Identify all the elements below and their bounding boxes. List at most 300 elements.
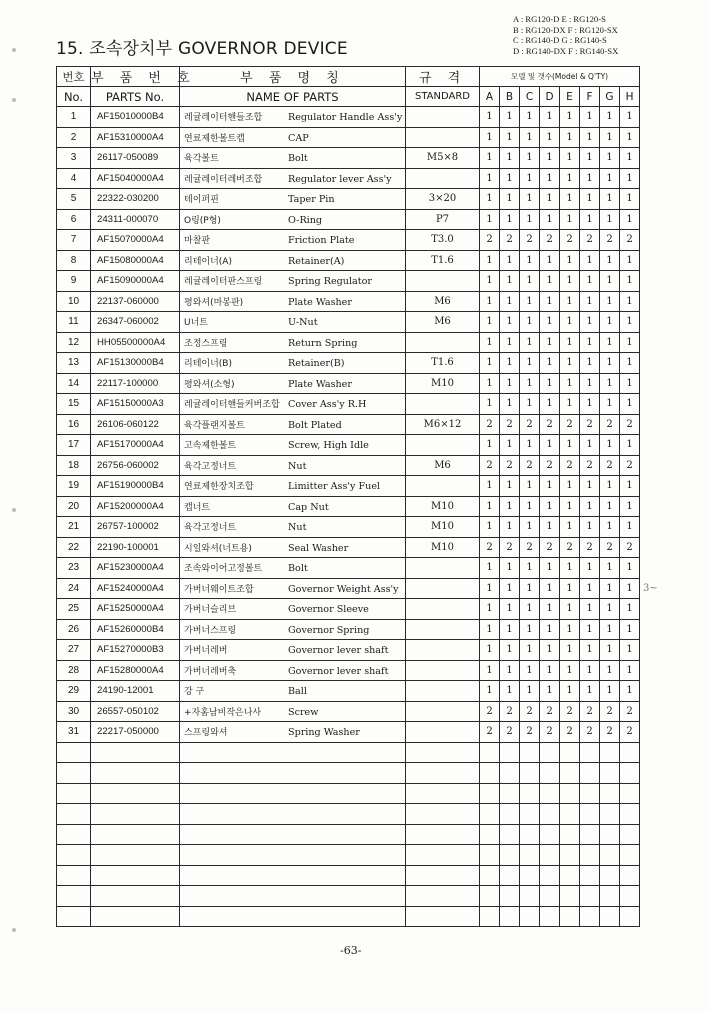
blank-cell [520,886,540,907]
blank-cell [520,783,540,804]
qty-cell: 1 [500,640,520,661]
qty-cell: 1 [620,640,640,661]
part-name-kr: 레귤레이터핸들조합 [184,113,263,124]
part-name [180,435,406,456]
blank-row [57,906,640,927]
part-number: AF15190000B4 [91,476,180,497]
page-title: 15. 조속장치부 GOVERNOR DEVICE [56,39,348,59]
table-row [57,681,640,702]
qty-cell: 1 [560,681,580,702]
header-std-en: STANDARD [406,87,480,107]
part-name-kr: 연료제한장치조합 [184,482,254,493]
qty-cell: 2 [480,414,500,435]
blank-cell [540,783,560,804]
part-name-kr: 강 구 [184,687,205,698]
part-name-en: Retainer(A) [288,255,345,267]
part-standard [406,722,480,743]
part-name [180,271,406,292]
part-name [180,476,406,497]
qty-cell: 2 [560,537,580,558]
qty-cell: 2 [580,722,600,743]
part-number: 26557-050102 [91,701,180,722]
qty-cell: 2 [620,455,640,476]
qty-cell: 1 [620,312,640,333]
blank-cell [180,886,406,907]
qty-cell: 1 [500,619,520,640]
blank-cell [180,824,406,845]
blank-cell [406,742,480,763]
qty-cell: 1 [540,619,560,640]
qty-cell: 1 [480,189,500,210]
part-number: AF15270000B3 [91,640,180,661]
blank-row [57,804,640,825]
header-parts-no-en: PARTS No. [91,87,180,107]
part-number: AF15200000A4 [91,496,180,517]
blank-cell [406,845,480,866]
blank-cell [500,804,520,825]
qty-cell: 1 [480,209,500,230]
qty-cell: 1 [520,127,540,148]
row-number: 5 [57,189,91,210]
blank-cell [600,783,620,804]
table-row [57,291,640,312]
blank-cell [620,906,640,927]
row-number: 14 [57,373,91,394]
row-number: 28 [57,660,91,681]
blank-cell [406,865,480,886]
blank-cell [57,763,91,784]
qty-cell: 1 [620,599,640,620]
page-number: -63- [340,944,362,957]
qty-cell: 1 [580,660,600,681]
blank-cell [600,824,620,845]
part-name [180,373,406,394]
qty-cell: 1 [600,209,620,230]
qty-cell: 1 [620,291,640,312]
part-name-kr: 시일와셔(너트용) [184,543,252,554]
blank-cell [560,763,580,784]
part-standard: M10 [406,496,480,517]
part-name-en: Bolt [288,153,308,165]
part-standard [406,681,480,702]
part-name-en: Return Spring [288,337,358,349]
qty-cell: 1 [560,291,580,312]
part-name [180,189,406,210]
table-row [57,230,640,251]
qty-cell: 1 [520,599,540,620]
blank-cell [600,742,620,763]
table-row [57,414,640,435]
blank-cell [520,763,540,784]
qty-cell: 1 [620,332,640,353]
qty-cell: 1 [540,578,560,599]
blank-cell [600,865,620,886]
qty-cell: 1 [600,640,620,661]
qty-cell: 1 [580,168,600,189]
row-number: 17 [57,435,91,456]
blank-cell [406,783,480,804]
blank-row [57,865,640,886]
part-number: AF15130000B4 [91,353,180,374]
blank-cell [560,804,580,825]
blank-cell [406,886,480,907]
qty-cell: 1 [600,312,620,333]
qty-cell: 1 [620,148,640,169]
qty-cell: 1 [500,148,520,169]
blank-cell [540,906,560,927]
qty-cell: 1 [600,332,620,353]
blank-cell [620,783,640,804]
qty-cell: 1 [500,127,520,148]
qty-cell: 1 [500,312,520,333]
part-name-en: Governor Weight Ass'y [288,583,399,595]
qty-cell: 1 [540,517,560,538]
qty-cell: 1 [540,394,560,415]
table-row [57,394,640,415]
blank-cell [620,742,640,763]
part-name-en: O-Ring [288,214,323,226]
row-number: 10 [57,291,91,312]
part-name [180,148,406,169]
parts-table-body [57,107,640,927]
part-name-en: Governor lever shaft [288,645,389,657]
part-number: 22117-100000 [91,373,180,394]
blank-row [57,742,640,763]
qty-cell: 1 [540,373,560,394]
qty-cell: 1 [560,168,580,189]
blank-cell [180,783,406,804]
part-name-en: Seal Washer [288,542,349,554]
table-row [57,209,640,230]
punch-hole-mark [12,48,16,52]
part-name-en: Cap Nut [288,501,329,513]
blank-cell [57,845,91,866]
part-name-en: U-Nut [288,317,318,329]
qty-cell: 1 [520,496,540,517]
blank-cell [620,804,640,825]
qty-cell: 1 [500,435,520,456]
part-name [180,168,406,189]
blank-cell [520,865,540,886]
blank-cell [560,783,580,804]
qty-cell: 1 [560,517,580,538]
blank-cell [520,845,540,866]
qty-cell: 2 [580,455,600,476]
row-number: 27 [57,640,91,661]
punch-hole-mark [12,928,16,932]
part-standard: M10 [406,373,480,394]
qty-cell: 2 [560,701,580,722]
part-name-en: Governor Spring [288,624,370,636]
row-number: 1 [57,107,91,128]
part-standard [406,701,480,722]
part-name-en: Nut [288,460,307,472]
qty-cell: 1 [580,127,600,148]
blank-cell [500,742,520,763]
part-name-kr: 고속제한볼트 [184,441,237,452]
part-name-kr: U너트 [184,318,208,329]
qty-cell: 1 [520,107,540,128]
qty-cell: 2 [560,722,580,743]
qty-cell: 1 [560,107,580,128]
qty-cell: 1 [500,558,520,579]
blank-cell [620,886,640,907]
qty-cell: 1 [480,148,500,169]
table-row [57,599,640,620]
part-standard: M6 [406,291,480,312]
qty-cell: 1 [580,599,600,620]
blank-cell [91,886,180,907]
blank-cell [57,865,91,886]
row-number: 20 [57,496,91,517]
blank-cell [500,886,520,907]
part-number: AF15150000A3 [91,394,180,415]
part-standard: M10 [406,517,480,538]
header-model-letter: F [580,87,600,107]
part-name-en: Screw, High Idle [288,440,369,452]
qty-cell: 1 [480,558,500,579]
part-name-kr: 평와셔(마봉판) [184,297,244,308]
qty-cell: 2 [480,455,500,476]
qty-cell: 1 [540,168,560,189]
blank-cell [480,906,500,927]
part-name-kr: 리테이너(B) [184,359,232,370]
blank-row [57,886,640,907]
qty-cell: 1 [620,209,640,230]
part-name-en: Governor Sleeve [288,604,369,616]
qty-cell: 1 [520,394,540,415]
part-name-kr: 육각볼트 [184,154,219,165]
part-number: AF15310000A4 [91,127,180,148]
qty-cell: 1 [480,250,500,271]
blank-cell [406,824,480,845]
qty-cell: 1 [560,496,580,517]
qty-cell: 1 [500,681,520,702]
row-number: 26 [57,619,91,640]
part-standard [406,127,480,148]
qty-cell: 2 [520,414,540,435]
blank-cell [57,906,91,927]
qty-cell: 1 [620,476,640,497]
part-name-kr: 평와셔(소형) [184,379,235,390]
part-standard [406,558,480,579]
row-number: 4 [57,168,91,189]
blank-cell [500,845,520,866]
qty-cell: 2 [540,722,560,743]
qty-cell: 1 [560,271,580,292]
blank-cell [600,886,620,907]
part-standard [406,640,480,661]
part-number: HH05500000A4 [91,332,180,353]
header-no-kr: 번호 [57,67,91,87]
part-standard [406,168,480,189]
part-name-kr: 레귤레이터레버조합 [184,174,263,185]
part-name [180,332,406,353]
qty-cell: 1 [520,578,540,599]
part-standard [406,619,480,640]
part-name [180,496,406,517]
table-row [57,476,640,497]
qty-cell: 1 [600,578,620,599]
qty-cell: 2 [480,722,500,743]
part-name-en: Cover Ass'y R.H [288,399,367,411]
qty-cell: 1 [480,394,500,415]
blank-cell [600,763,620,784]
model-legend-line: D : RG140-DX F : RG140-SX [513,45,619,56]
part-name [180,353,406,374]
header-name-kr: 부 품 명 칭 [180,67,406,87]
header-model-letter: B [500,87,520,107]
part-name [180,312,406,333]
blank-cell [480,824,500,845]
blank-cell [180,845,406,866]
header-parts-no-kr: 부 품 번 호 [91,67,180,87]
qty-cell: 1 [500,660,520,681]
qty-cell: 1 [540,476,560,497]
blank-cell [580,824,600,845]
blank-cell [580,886,600,907]
row-number: 22 [57,537,91,558]
blank-cell [406,906,480,927]
table-row [57,127,640,148]
table-row [57,455,640,476]
row-number: 19 [57,476,91,497]
qty-cell: 1 [620,107,640,128]
blank-cell [600,804,620,825]
qty-cell: 1 [520,168,540,189]
qty-cell: 1 [580,681,600,702]
qty-cell: 2 [500,722,520,743]
qty-cell: 1 [500,476,520,497]
part-number: 26756-060002 [91,455,180,476]
blank-cell [500,906,520,927]
row-number: 16 [57,414,91,435]
part-number: AF15040000A4 [91,168,180,189]
qty-cell: 1 [560,332,580,353]
qty-cell: 1 [580,619,600,640]
qty-cell: 1 [520,435,540,456]
qty-cell: 1 [560,353,580,374]
qty-cell: 1 [540,353,560,374]
qty-cell: 2 [500,230,520,251]
row-number: 18 [57,455,91,476]
blank-cell [406,763,480,784]
qty-cell: 1 [500,291,520,312]
qty-cell: 1 [540,271,560,292]
part-number: AF15070000A4 [91,230,180,251]
qty-cell: 2 [540,701,560,722]
header-model-letter: C [520,87,540,107]
qty-cell: 1 [600,353,620,374]
blank-cell [540,804,560,825]
part-name-kr: 가버너스프링 [184,625,237,636]
qty-cell: 2 [540,230,560,251]
qty-cell: 1 [600,107,620,128]
row-number: 15 [57,394,91,415]
qty-cell: 2 [480,230,500,251]
row-number: 23 [57,558,91,579]
qty-cell: 1 [500,209,520,230]
qty-cell: 1 [480,271,500,292]
part-standard: M6 [406,312,480,333]
part-standard: M10 [406,537,480,558]
qty-cell: 1 [560,558,580,579]
qty-cell: 1 [600,599,620,620]
part-number: AF15080000A4 [91,250,180,271]
qty-cell: 1 [580,558,600,579]
blank-cell [480,783,500,804]
part-name-kr: 육각플랜지볼트 [184,420,245,431]
blank-cell [560,824,580,845]
blank-cell [620,845,640,866]
qty-cell: 2 [600,701,620,722]
part-name-kr: +자홈남비작은나사 [184,707,262,718]
blank-cell [480,804,500,825]
table-row [57,168,640,189]
blank-cell [560,865,580,886]
part-number: AF15230000A4 [91,558,180,579]
part-number: 22322-030200 [91,189,180,210]
qty-cell: 1 [560,373,580,394]
qty-cell: 1 [580,271,600,292]
qty-cell: 1 [600,517,620,538]
qty-cell: 1 [560,148,580,169]
qty-cell: 1 [480,681,500,702]
part-name [180,619,406,640]
qty-cell: 1 [540,209,560,230]
row-number: 24 [57,578,91,599]
blank-row [57,845,640,866]
qty-cell: 2 [600,455,620,476]
qty-cell: 1 [580,435,600,456]
qty-cell: 1 [580,640,600,661]
blank-cell [91,804,180,825]
qty-cell: 1 [580,209,600,230]
part-standard: M6 [406,455,480,476]
part-standard: T1.6 [406,250,480,271]
blank-cell [540,845,560,866]
qty-cell: 1 [620,189,640,210]
qty-cell: 1 [520,209,540,230]
qty-cell: 1 [520,291,540,312]
qty-cell: 1 [600,148,620,169]
header-model-letter: H [620,87,640,107]
qty-cell: 1 [480,476,500,497]
qty-cell: 1 [560,435,580,456]
part-name [180,640,406,661]
qty-cell: 2 [500,455,520,476]
qty-cell: 1 [520,373,540,394]
qty-cell: 1 [620,127,640,148]
qty-cell: 1 [620,271,640,292]
qty-cell: 1 [540,640,560,661]
part-standard: M6×12 [406,414,480,435]
part-name-kr: 육각고정너트 [184,523,237,534]
qty-cell: 1 [480,353,500,374]
table-row [57,640,640,661]
part-name [180,209,406,230]
blank-cell [620,763,640,784]
row-number: 2 [57,127,91,148]
part-name [180,701,406,722]
qty-cell: 1 [580,353,600,374]
table-row [57,701,640,722]
qty-cell: 2 [520,722,540,743]
qty-cell: 2 [540,455,560,476]
qty-cell: 1 [560,619,580,640]
qty-cell: 2 [620,722,640,743]
qty-cell: 1 [600,476,620,497]
